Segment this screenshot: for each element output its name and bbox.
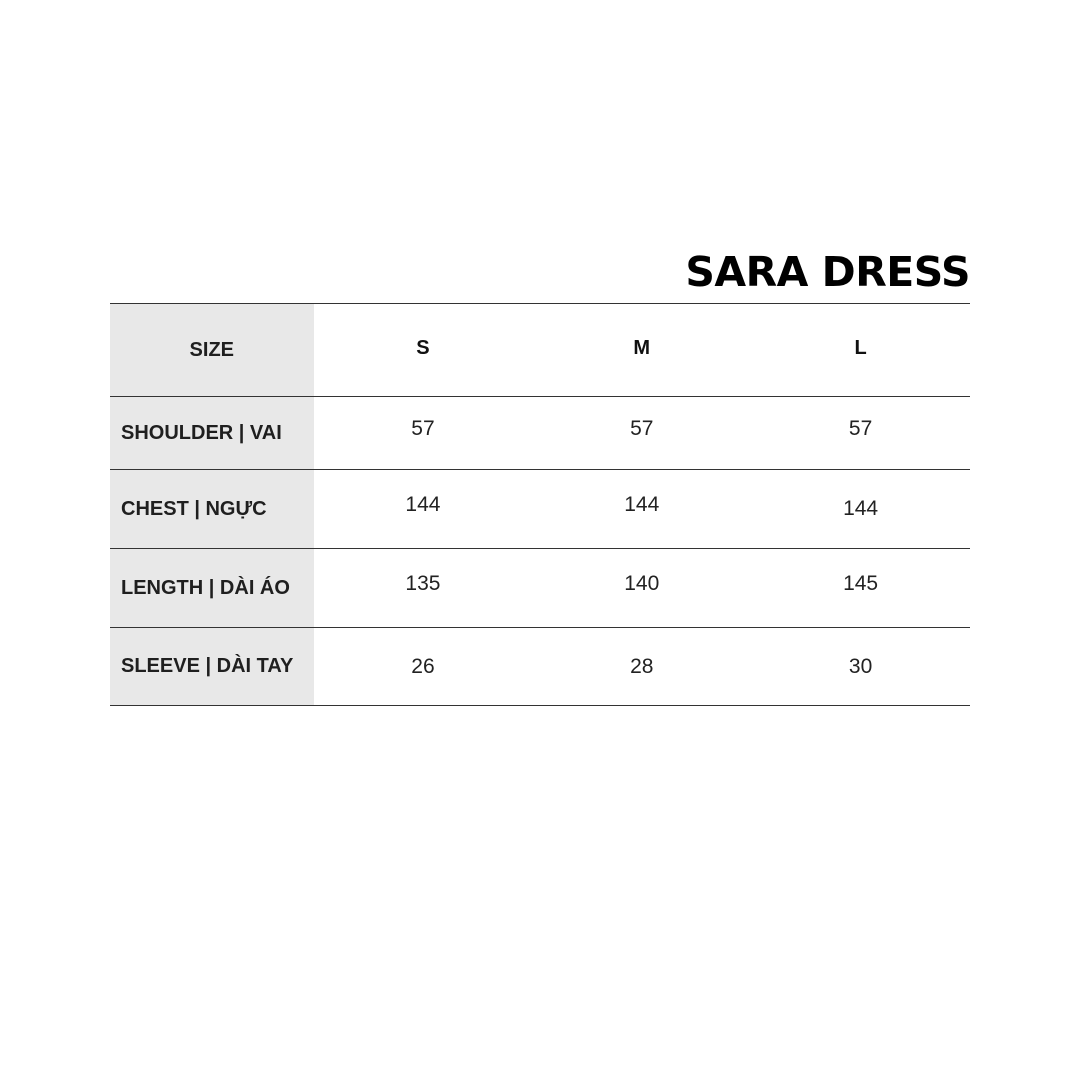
shoulder-value-l: 57 [751, 397, 970, 470]
chest-value-l: 144 [751, 470, 970, 549]
length-value-l: 145 [751, 549, 970, 628]
product-title: SARA DRESS [685, 248, 970, 296]
row-label-length: LENGTH | DÀI ÁO [110, 549, 314, 628]
size-column-s: S [314, 304, 533, 397]
size-column-m: M [532, 304, 751, 397]
size-chart-table [110, 303, 970, 706]
table-row-shoulder [110, 397, 970, 470]
table-row-chest [110, 470, 970, 549]
size-header-label: SIZE [110, 304, 314, 397]
chest-value-m: 144 [532, 470, 751, 549]
table-row-length [110, 549, 970, 628]
shoulder-value-m: 57 [532, 397, 751, 470]
sleeve-value-l: 30 [751, 628, 970, 706]
sleeve-value-s: 26 [314, 628, 533, 706]
shoulder-value-s: 57 [314, 397, 533, 470]
table-row-sleeve [110, 628, 970, 706]
table-header-row [110, 304, 970, 397]
chest-value-s: 144 [314, 470, 533, 549]
row-label-chest: CHEST | NGỰC [110, 470, 314, 549]
size-column-l: L [751, 304, 970, 397]
row-label-shoulder: SHOULDER | VAI [110, 397, 314, 470]
length-value-s: 135 [314, 549, 533, 628]
sleeve-value-m: 28 [532, 628, 751, 706]
length-value-m: 140 [532, 549, 751, 628]
row-label-sleeve: SLEEVE | DÀI TAY [110, 628, 314, 706]
